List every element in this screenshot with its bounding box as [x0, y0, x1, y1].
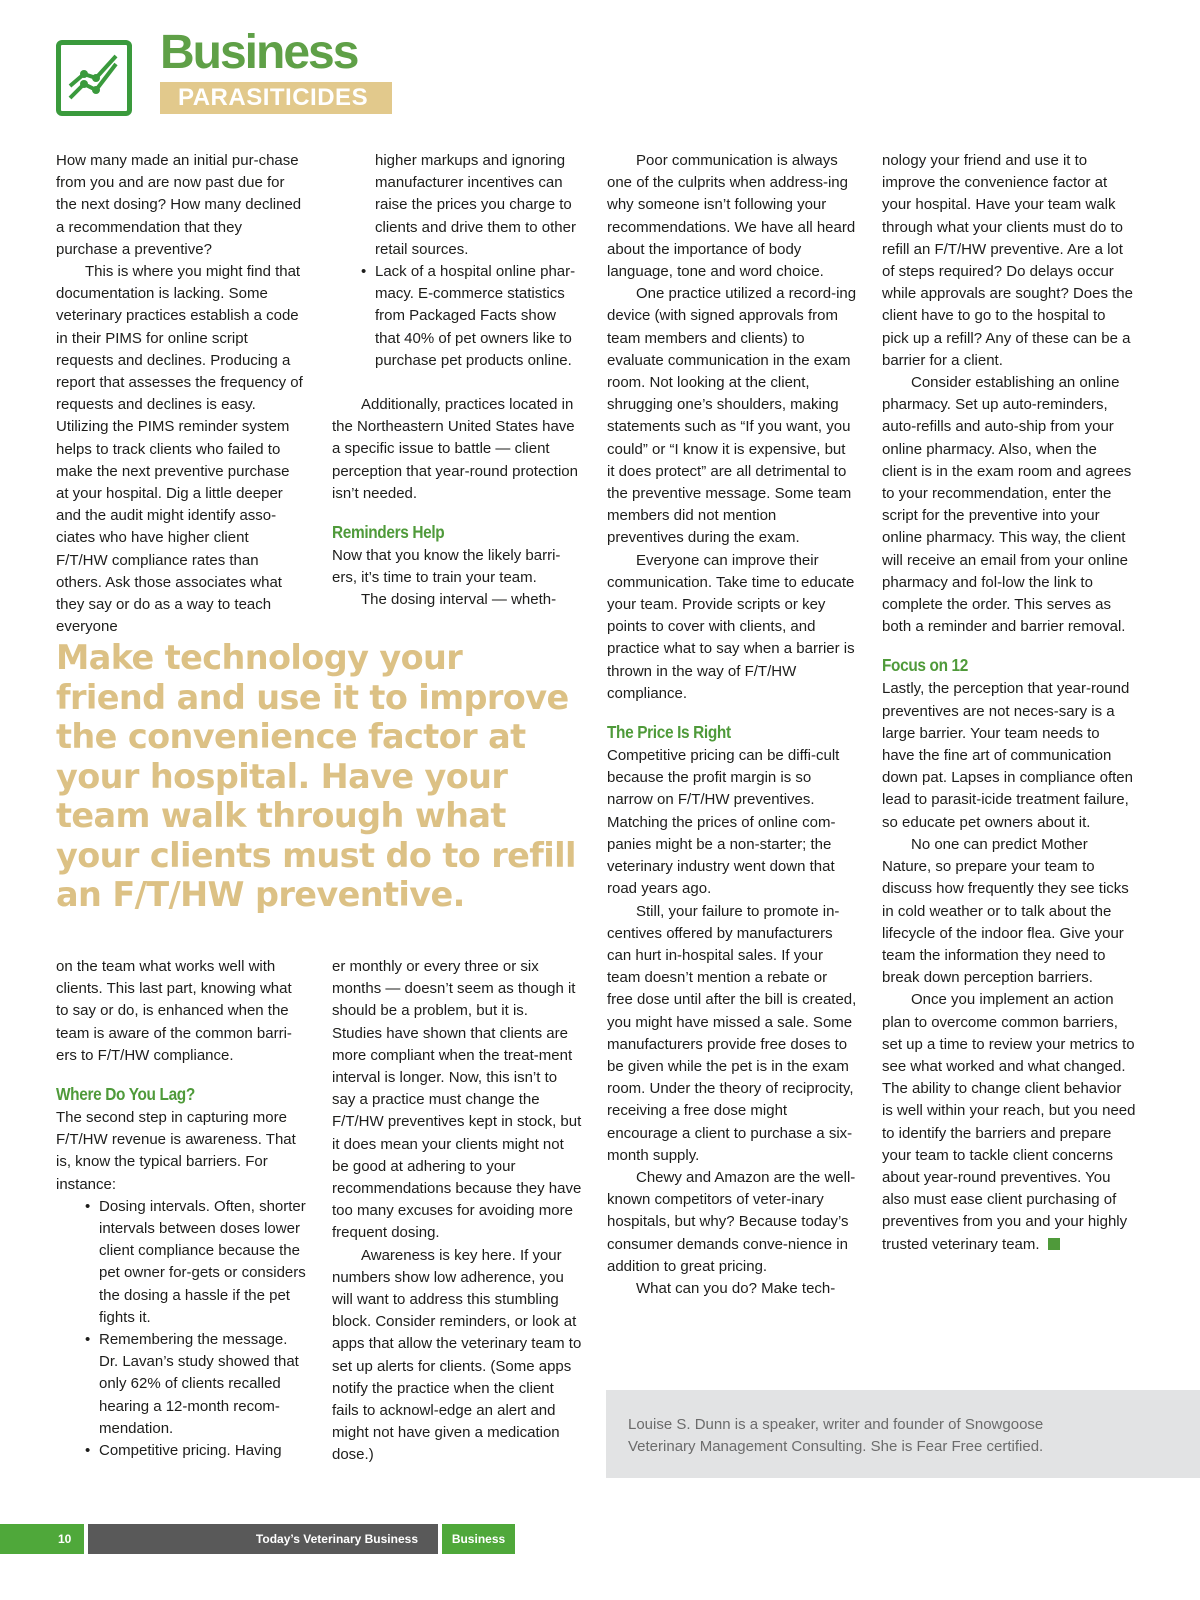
bullet-continuation: higher markups and ignoring manufacturer incentives can raise the prices you charge to clients and drive them to other retail sources.: [375, 152, 576, 258]
column-1-bottom: [56, 956, 306, 1462]
paragraph: What can you do? Make tech-: [636, 1279, 836, 1297]
section-title: Business: [160, 26, 358, 79]
bullet-item: • Dosing intervals. Often, shorter intervals between doses lower client compliance because the pet owner for-gets or considers the dosing a hassle if the pet fights it.: [99, 1196, 306, 1329]
paragraph: The dosing interval — wheth-: [361, 591, 557, 609]
paragraph: Additionally, practices located in the Northeastern United States have a specific issue to battle — client perception that year-round protection isn’t needed.: [332, 396, 578, 502]
bullet-item: • Lack of a hospital online phar-macy. E-commerce statistics from Packaged Facts show that 40% of pet owners like to purchase pet products online.: [375, 261, 582, 372]
paragraph: The second step in capturing more F/T/HW revenue is awareness. That is, know the typical barriers. For instance:: [56, 1109, 296, 1193]
column-2-bottom: [332, 956, 582, 1467]
author-bio: Louise S. Dunn is a speaker, writer and founder of Snowgoose Veterinary Management Consulting. She is Fear Free certified.: [628, 1416, 1044, 1455]
column-2-top: [332, 150, 582, 612]
column-1-top: [56, 150, 304, 638]
paragraph: [882, 989, 1136, 1255]
chart-line-icon: [56, 40, 132, 116]
footer-section: Business: [442, 1524, 515, 1554]
paragraph: Chewy and Amazon are the well-known competitors of veter-inary hospitals, but why? Because today’s consumer demands conve-nience in addition to great pricing.: [607, 1168, 856, 1275]
paragraph: Everyone can improve their communication. Take time to educate your team. Provide scripts or key points to cover with clients, and practice what to say when a barrier is thrown in the way of F/T/HW compliance.: [607, 551, 855, 702]
paragraph: How many made an initial pur-chase from you and are now past due for the next dosing? How many declined a recommendation that they purchase a preventive?: [56, 152, 302, 258]
paragraph: Competitive pricing can be diffi-cult because the profit margin is so narrow on F/T/HW preventives. Matching the prices of online com-panies might be a non-starter; the veterinary industry went down that road years ago.: [607, 747, 840, 898]
subheading-reminders: Reminders Help: [332, 522, 445, 543]
magazine-name: Today’s Veterinary Business: [88, 1524, 438, 1554]
subheading-focus-on-12: Focus on 12: [882, 655, 968, 676]
bullet-item: • Remembering the message. Dr. Lavan’s study showed that only 62% of clients recalled hearing a 12-month recom-mendation.: [99, 1329, 306, 1440]
paragraph: Now that you know the likely barri-ers, it’s time to train your team.: [332, 547, 561, 587]
paragraph: Consider establishing an online pharmacy. Set up auto-reminders, auto-refills and auto-ship from your online pharmacy. Also, when the client is in the exam room and agrees to your recommendation, enter the script for the preventive into your online pharmacy. This way, the client will receive an email from your online pharmacy and fol-low the link to complete the order. This serves as both a reminder and barrier removal.: [882, 374, 1132, 636]
paragraph: nology your friend and use it to improve the convenience factor at your hospital. Have your team walk through what your clients must do to refill an F/T/HW preventive. Are a lot of steps required? Do delays occur while approvals are sought? Does the client have to go to the hospital to pick up a refill? Any of these can be a barrier for a client.: [882, 152, 1133, 369]
paragraph: This is where you might find that documentation is lacking. Some veterinary practices establish a code in their PIMS for online script requests and declines. Producing a report that assesses the frequency of requests and declines is easy. Utilizing the PIMS reminder system helps to track clients who failed to make the next preventive purchase at your hospital. Dig a little deeper and the audit might identify asso-ciates who have higher client F/T/HW compliance rates than others. Ask those associates what they say or do as a way to teach everyone: [56, 263, 303, 636]
paragraph: Awareness is key here. If your numbers show low adherence, you will want to address this stumbling block. Consider reminders, or look at apps that allow the veterinary team to set up alerts for clients. (Some apps notify the practice when the client fails to acknowl-edge an alert and might not have given a medication dose.): [332, 1246, 582, 1464]
paragraph: One practice utilized a record-ing device (with signed approvals from team members and clients) to evaluate communication in the exam room. Not looking at the client, shrugging one’s shoulders, making statements such as “If you want, you could” or “I know it is expensive, but it does protect” are all detrimental to the preventive message. Some team members did not mention preventives during the exam.: [607, 285, 857, 547]
paragraph: Poor communication is always one of the culprits when address-ing why someone isn’t following your recommendations. We have all heard about the importance of body language, tone and word choice.: [607, 152, 856, 281]
subheading-price-is-right: The Price Is Right: [607, 722, 731, 743]
pull-quote: Make technology your friend and use it to improve the convenience factor at your hospital. Have your team walk through what your clients must do to refill an F/T/HW preventive.: [56, 638, 576, 914]
author-bio-box: [606, 1390, 1200, 1478]
paragraph: on the team what works well with clients. This last part, knowing what to say or do, is enhanced when the team is aware of the common barri-ers to F/T/HW compliance.: [56, 958, 292, 1064]
paragraph: Still, your failure to promote in-centives offered by manufacturers can hurt in-hospital sales. If your team doesn’t mention a rebate or free dose until after the bill is created, you might have missed a sale. Some manufacturers provide free doses to be given while the pet is in the exam room. Under the theory of reciprocity, receiving a free dose might encourage a client to purchase a six-month supply.: [607, 902, 857, 1164]
paragraph: er monthly or every three or six months — doesn’t seem as though it should be a problem, but it is. Studies have shown that clients are more compliant when the treat-ment interval is longer. Now, this isn’t to say a practice must change the F/T/HW preventives kept in stock, but it does mean your clients might not be good at adhering to your recommendations because they have too many excuses for avoiding more frequent dosing.: [332, 958, 582, 1242]
subheading-where-do-you-lag: Where Do You Lag?: [56, 1084, 195, 1105]
bullet-item: • Competitive pricing. Having: [99, 1440, 306, 1462]
subsection-label: PARASITICIDES: [160, 82, 392, 114]
final-paragraph-text: Once you implement an action plan to overcome common barriers, set up a time to review your metrics to see what worked and what changed. The ability to change client behavior is well within your reach, but you need to identify the barriers and prepare your team to tackle client concerns about year-round preventives. You also must ease client purchasing of preventives from you and your highly trusted veterinary team.: [882, 991, 1136, 1253]
paragraph: No one can predict Mother Nature, so prepare your team to discuss how frequently they see ticks in cold weather or to talk about the lifecycle of the indoor flea. Give your team the information they need to break down perception barriers.: [882, 835, 1129, 987]
end-mark-icon: [1048, 1238, 1060, 1250]
column-3: [607, 150, 857, 1300]
paragraph: Lastly, the perception that year-round preventives are not neces-sary is a large barrier. Your team needs to have the fine art of communication down pat. Lapses in compliance often lead to parasit-icide treatment failure, so educate pet owners about it.: [882, 680, 1133, 831]
page-number: 10: [0, 1524, 84, 1554]
column-4: [882, 150, 1136, 1256]
